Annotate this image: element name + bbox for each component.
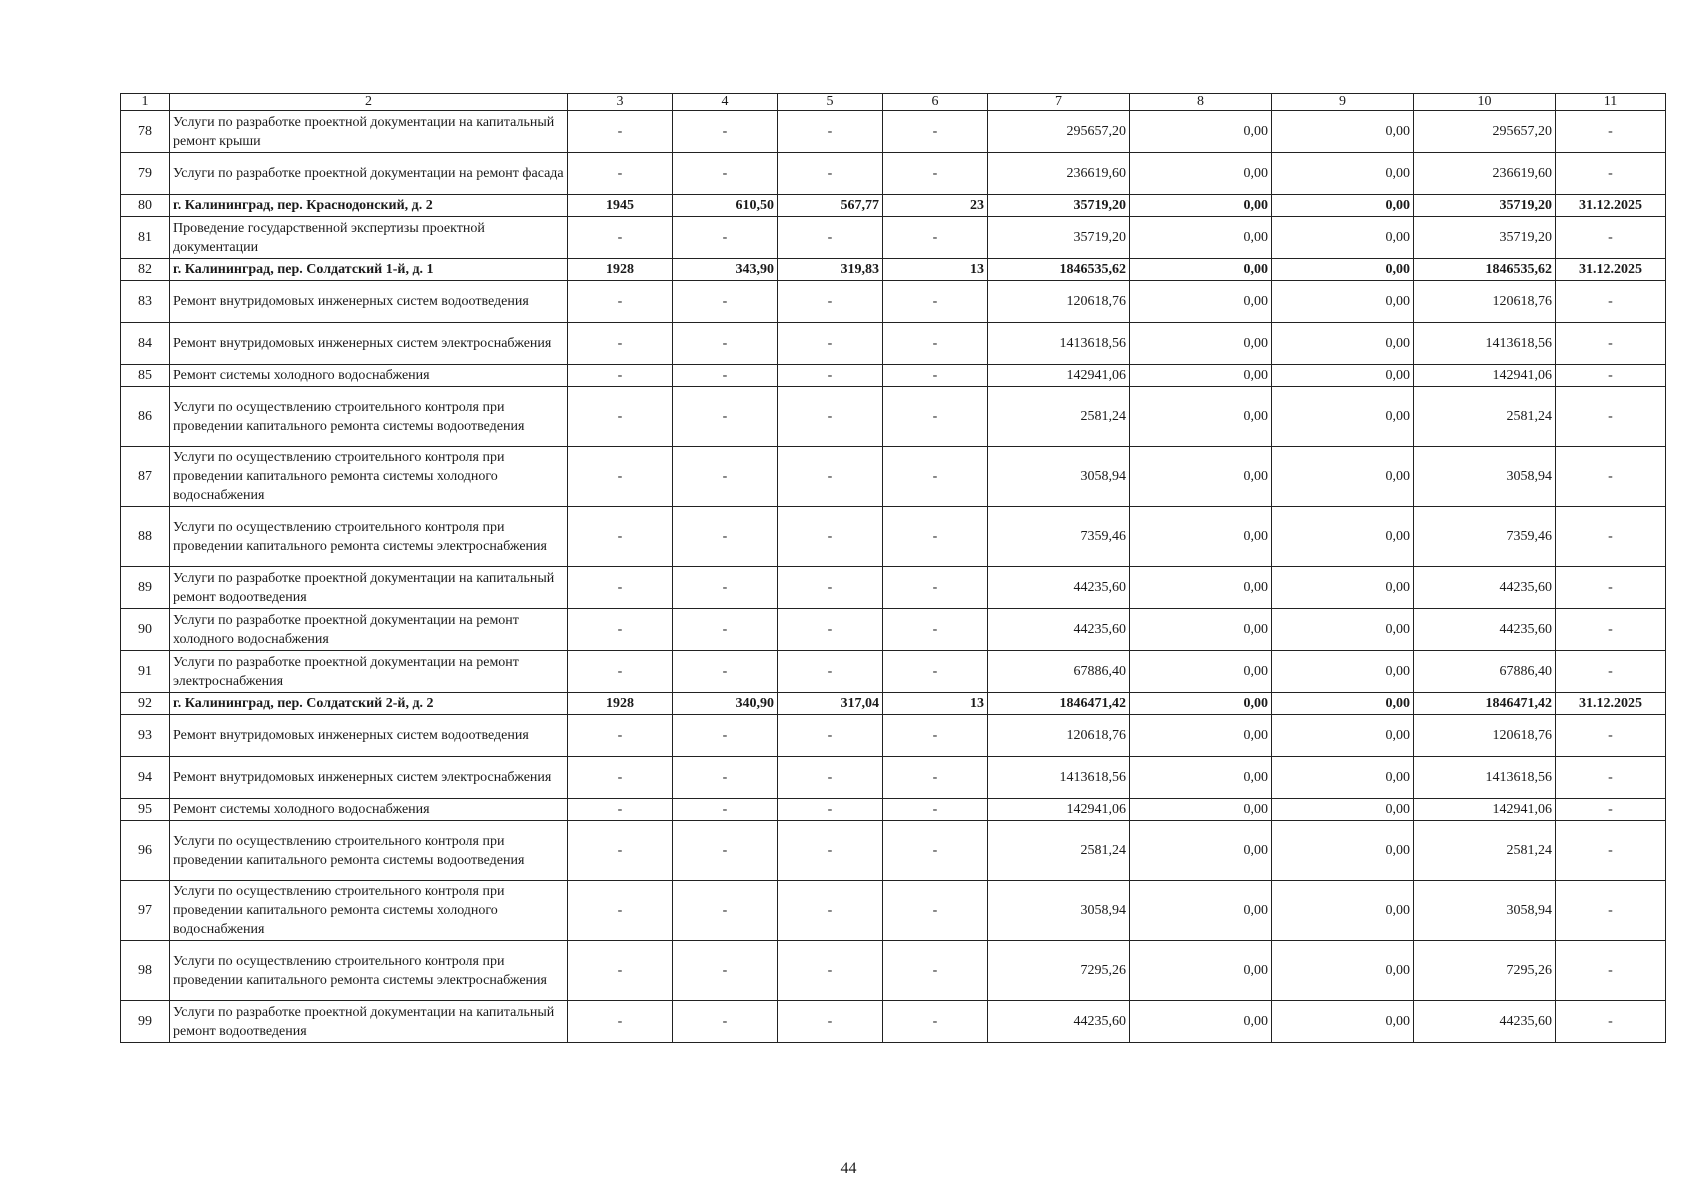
- work-description-cell: г. Калининград, пер. Краснодонский, д. 2: [170, 195, 568, 217]
- year-built-cell: -: [568, 757, 673, 799]
- row-number-cell: 99: [121, 1001, 170, 1043]
- total-area-cell: -: [673, 757, 778, 799]
- year-built-cell: -: [568, 365, 673, 387]
- completion-date-cell: -: [1556, 507, 1666, 567]
- row-number-cell: 91: [121, 651, 170, 693]
- total-cost-cell: 44235,60: [988, 1001, 1130, 1043]
- completion-date-cell: -: [1556, 715, 1666, 757]
- owner-funds-cell: 44235,60: [1414, 609, 1556, 651]
- total-area-cell: -: [673, 821, 778, 881]
- address-row: [121, 693, 1666, 715]
- regional-funds-cell: 0,00: [1272, 195, 1414, 217]
- residential-area-cell: -: [778, 651, 883, 693]
- address-row: [121, 195, 1666, 217]
- column-number: 10: [1414, 94, 1556, 111]
- regional-funds-cell: 0,00: [1272, 799, 1414, 821]
- row-number-cell: 90: [121, 609, 170, 651]
- residential-area-cell: -: [778, 881, 883, 941]
- work-item-row: [121, 821, 1666, 881]
- row-number-cell: 85: [121, 365, 170, 387]
- residential-area-cell: -: [778, 281, 883, 323]
- residential-area-cell: -: [778, 153, 883, 195]
- regional-funds-cell: 0,00: [1272, 217, 1414, 259]
- total-area-cell: -: [673, 111, 778, 153]
- column-number: 8: [1130, 94, 1272, 111]
- total-cost-cell: 2581,24: [988, 387, 1130, 447]
- regional-funds-cell: 0,00: [1272, 567, 1414, 609]
- total-area-cell: -: [673, 281, 778, 323]
- year-built-cell: -: [568, 799, 673, 821]
- work-item-row: [121, 447, 1666, 507]
- federal-funds-cell: 0,00: [1130, 323, 1272, 365]
- regional-funds-cell: 0,00: [1272, 1001, 1414, 1043]
- work-item-row: [121, 1001, 1666, 1043]
- work-item-row: [121, 217, 1666, 259]
- work-description-cell: Ремонт внутридомовых инженерных систем электроснабжения: [170, 757, 568, 799]
- total-cost-cell: 44235,60: [988, 567, 1130, 609]
- completion-date-cell: 31.12.2025: [1556, 693, 1666, 715]
- regional-funds-cell: 0,00: [1272, 507, 1414, 567]
- work-item-row: [121, 941, 1666, 1001]
- residents-count-cell: 23: [883, 195, 988, 217]
- regional-funds-cell: 0,00: [1272, 153, 1414, 195]
- completion-date-cell: -: [1556, 447, 1666, 507]
- work-description-cell: Ремонт системы холодного водоснабжения: [170, 365, 568, 387]
- total-area-cell: -: [673, 217, 778, 259]
- residents-count-cell: -: [883, 609, 988, 651]
- year-built-cell: -: [568, 567, 673, 609]
- table-body: [121, 94, 1666, 1043]
- row-number-cell: 88: [121, 507, 170, 567]
- year-built-cell: -: [568, 941, 673, 1001]
- work-description-cell: Услуги по разработке проектной документации на ремонт фасада: [170, 153, 568, 195]
- residential-area-cell: -: [778, 507, 883, 567]
- completion-date-cell: -: [1556, 821, 1666, 881]
- page-number: 44: [840, 1160, 857, 1177]
- work-description-cell: Ремонт системы холодного водоснабжения: [170, 799, 568, 821]
- completion-date-cell: -: [1556, 941, 1666, 1001]
- residents-count-cell: -: [883, 281, 988, 323]
- regional-funds-cell: 0,00: [1272, 323, 1414, 365]
- federal-funds-cell: 0,00: [1130, 281, 1272, 323]
- year-built-cell: -: [568, 447, 673, 507]
- owner-funds-cell: 1413618,56: [1414, 323, 1556, 365]
- row-number-cell: 93: [121, 715, 170, 757]
- year-built-cell: -: [568, 507, 673, 567]
- work-item-row: [121, 507, 1666, 567]
- total-cost-cell: 120618,76: [988, 281, 1130, 323]
- residents-count-cell: -: [883, 715, 988, 757]
- total-area-cell: -: [673, 387, 778, 447]
- year-built-cell: -: [568, 715, 673, 757]
- residential-area-cell: 317,04: [778, 693, 883, 715]
- residential-area-cell: -: [778, 567, 883, 609]
- work-item-row: [121, 387, 1666, 447]
- total-cost-cell: 3058,94: [988, 881, 1130, 941]
- work-item-row: [121, 715, 1666, 757]
- federal-funds-cell: 0,00: [1130, 757, 1272, 799]
- federal-funds-cell: 0,00: [1130, 111, 1272, 153]
- residents-count-cell: -: [883, 323, 988, 365]
- work-item-row: [121, 365, 1666, 387]
- federal-funds-cell: 0,00: [1130, 259, 1272, 281]
- regional-funds-cell: 0,00: [1272, 693, 1414, 715]
- residents-count-cell: -: [883, 153, 988, 195]
- completion-date-cell: -: [1556, 609, 1666, 651]
- owner-funds-cell: 7359,46: [1414, 507, 1556, 567]
- residents-count-cell: -: [883, 651, 988, 693]
- work-description-cell: Услуги по разработке проектной документации на ремонт электроснабжения: [170, 651, 568, 693]
- total-area-cell: -: [673, 447, 778, 507]
- completion-date-cell: -: [1556, 281, 1666, 323]
- row-number-cell: 79: [121, 153, 170, 195]
- total-cost-cell: 1413618,56: [988, 323, 1130, 365]
- residential-area-cell: -: [778, 715, 883, 757]
- work-description-cell: Услуги по разработке проектной документации на капитальный ремонт водоотведения: [170, 567, 568, 609]
- work-description-cell: г. Калининград, пер. Солдатский 2-й, д. 2: [170, 693, 568, 715]
- completion-date-cell: -: [1556, 567, 1666, 609]
- year-built-cell: -: [568, 651, 673, 693]
- federal-funds-cell: 0,00: [1130, 567, 1272, 609]
- residents-count-cell: -: [883, 941, 988, 1001]
- owner-funds-cell: 67886,40: [1414, 651, 1556, 693]
- residents-count-cell: 13: [883, 693, 988, 715]
- owner-funds-cell: 35719,20: [1414, 217, 1556, 259]
- federal-funds-cell: 0,00: [1130, 799, 1272, 821]
- total-area-cell: -: [673, 651, 778, 693]
- year-built-cell: -: [568, 1001, 673, 1043]
- work-item-row: [121, 567, 1666, 609]
- regional-funds-cell: 0,00: [1272, 881, 1414, 941]
- residential-area-cell: -: [778, 609, 883, 651]
- column-number: 4: [673, 94, 778, 111]
- completion-date-cell: -: [1556, 651, 1666, 693]
- residents-count-cell: -: [883, 567, 988, 609]
- total-cost-cell: 120618,76: [988, 715, 1130, 757]
- work-description-cell: Проведение государственной экспертизы проектной документации: [170, 217, 568, 259]
- work-description-cell: Услуги по осуществлению строительного контроля при проведении капитального ремонта системы электроснабжения: [170, 941, 568, 1001]
- work-item-row: [121, 757, 1666, 799]
- total-cost-cell: 67886,40: [988, 651, 1130, 693]
- work-item-row: [121, 881, 1666, 941]
- work-description-cell: Услуги по осуществлению строительного контроля при проведении капитального ремонта системы водоотведения: [170, 821, 568, 881]
- work-description-cell: Услуги по разработке проектной документации на капитальный ремонт водоотведения: [170, 1001, 568, 1043]
- residential-area-cell: -: [778, 111, 883, 153]
- row-number-cell: 94: [121, 757, 170, 799]
- row-number-cell: 92: [121, 693, 170, 715]
- regional-funds-cell: 0,00: [1272, 365, 1414, 387]
- total-cost-cell: 7359,46: [988, 507, 1130, 567]
- total-cost-cell: 295657,20: [988, 111, 1130, 153]
- federal-funds-cell: 0,00: [1130, 881, 1272, 941]
- work-item-row: [121, 111, 1666, 153]
- completion-date-cell: -: [1556, 1001, 1666, 1043]
- total-cost-cell: 1846535,62: [988, 259, 1130, 281]
- total-area-cell: 343,90: [673, 259, 778, 281]
- regional-funds-cell: 0,00: [1272, 715, 1414, 757]
- total-cost-cell: 236619,60: [988, 153, 1130, 195]
- owner-funds-cell: 120618,76: [1414, 715, 1556, 757]
- owner-funds-cell: 35719,20: [1414, 195, 1556, 217]
- column-number: 6: [883, 94, 988, 111]
- total-area-cell: -: [673, 799, 778, 821]
- year-built-cell: -: [568, 217, 673, 259]
- regional-funds-cell: 0,00: [1272, 757, 1414, 799]
- work-item-row: [121, 799, 1666, 821]
- completion-date-cell: -: [1556, 387, 1666, 447]
- total-area-cell: -: [673, 715, 778, 757]
- row-number-cell: 80: [121, 195, 170, 217]
- total-area-cell: -: [673, 1001, 778, 1043]
- federal-funds-cell: 0,00: [1130, 507, 1272, 567]
- completion-date-cell: -: [1556, 365, 1666, 387]
- completion-date-cell: -: [1556, 153, 1666, 195]
- work-item-row: [121, 153, 1666, 195]
- year-built-cell: -: [568, 881, 673, 941]
- completion-date-cell: -: [1556, 881, 1666, 941]
- federal-funds-cell: 0,00: [1130, 365, 1272, 387]
- federal-funds-cell: 0,00: [1130, 941, 1272, 1001]
- total-cost-cell: 1846471,42: [988, 693, 1130, 715]
- regional-funds-cell: 0,00: [1272, 609, 1414, 651]
- owner-funds-cell: 1846535,62: [1414, 259, 1556, 281]
- federal-funds-cell: 0,00: [1130, 715, 1272, 757]
- total-cost-cell: 44235,60: [988, 609, 1130, 651]
- total-cost-cell: 1413618,56: [988, 757, 1130, 799]
- year-built-cell: -: [568, 609, 673, 651]
- row-number-cell: 84: [121, 323, 170, 365]
- work-description-cell: Услуги по осуществлению строительного контроля при проведении капитального ремонта системы водоотведения: [170, 387, 568, 447]
- work-description-cell: Услуги по разработке проектной документации на капитальный ремонт крыши: [170, 111, 568, 153]
- column-number: 3: [568, 94, 673, 111]
- year-built-cell: 1928: [568, 693, 673, 715]
- row-number-cell: 78: [121, 111, 170, 153]
- completion-date-cell: -: [1556, 323, 1666, 365]
- residential-area-cell: -: [778, 799, 883, 821]
- work-description-cell: г. Калининград, пер. Солдатский 1-й, д. 1: [170, 259, 568, 281]
- work-item-row: [121, 281, 1666, 323]
- residents-count-cell: -: [883, 799, 988, 821]
- year-built-cell: -: [568, 323, 673, 365]
- work-description-cell: Услуги по разработке проектной документации на ремонт холодного водоснабжения: [170, 609, 568, 651]
- federal-funds-cell: 0,00: [1130, 387, 1272, 447]
- row-number-cell: 87: [121, 447, 170, 507]
- total-cost-cell: 35719,20: [988, 195, 1130, 217]
- row-number-cell: 96: [121, 821, 170, 881]
- residents-count-cell: -: [883, 1001, 988, 1043]
- owner-funds-cell: 3058,94: [1414, 881, 1556, 941]
- regional-funds-cell: 0,00: [1272, 941, 1414, 1001]
- regional-funds-cell: 0,00: [1272, 387, 1414, 447]
- row-number-cell: 83: [121, 281, 170, 323]
- year-built-cell: -: [568, 281, 673, 323]
- regional-funds-cell: 0,00: [1272, 651, 1414, 693]
- column-number: 7: [988, 94, 1130, 111]
- regional-funds-cell: 0,00: [1272, 111, 1414, 153]
- owner-funds-cell: 44235,60: [1414, 567, 1556, 609]
- federal-funds-cell: 0,00: [1130, 217, 1272, 259]
- residential-area-cell: 319,83: [778, 259, 883, 281]
- residents-count-cell: -: [883, 881, 988, 941]
- residential-area-cell: -: [778, 447, 883, 507]
- total-cost-cell: 35719,20: [988, 217, 1130, 259]
- total-area-cell: -: [673, 507, 778, 567]
- work-description-cell: Ремонт внутридомовых инженерных систем водоотведения: [170, 715, 568, 757]
- owner-funds-cell: 7295,26: [1414, 941, 1556, 1001]
- column-number-row: [121, 94, 1666, 111]
- column-number: 9: [1272, 94, 1414, 111]
- work-item-row: [121, 651, 1666, 693]
- row-number-cell: 95: [121, 799, 170, 821]
- column-number: 5: [778, 94, 883, 111]
- federal-funds-cell: 0,00: [1130, 609, 1272, 651]
- year-built-cell: -: [568, 387, 673, 447]
- residents-count-cell: -: [883, 387, 988, 447]
- federal-funds-cell: 0,00: [1130, 195, 1272, 217]
- total-area-cell: 610,50: [673, 195, 778, 217]
- regional-funds-cell: 0,00: [1272, 821, 1414, 881]
- total-area-cell: -: [673, 881, 778, 941]
- regional-funds-cell: 0,00: [1272, 259, 1414, 281]
- total-area-cell: 340,90: [673, 693, 778, 715]
- residential-area-cell: -: [778, 323, 883, 365]
- residents-count-cell: -: [883, 217, 988, 259]
- column-number: 11: [1556, 94, 1666, 111]
- completion-date-cell: -: [1556, 799, 1666, 821]
- residents-count-cell: -: [883, 507, 988, 567]
- work-item-row: [121, 609, 1666, 651]
- work-description-cell: Услуги по осуществлению строительного контроля при проведении капитального ремонта системы холодного водоснабжения: [170, 447, 568, 507]
- federal-funds-cell: 0,00: [1130, 447, 1272, 507]
- owner-funds-cell: 142941,06: [1414, 799, 1556, 821]
- total-cost-cell: 142941,06: [988, 799, 1130, 821]
- completion-date-cell: -: [1556, 757, 1666, 799]
- total-area-cell: -: [673, 365, 778, 387]
- residential-area-cell: -: [778, 1001, 883, 1043]
- completion-date-cell: -: [1556, 111, 1666, 153]
- owner-funds-cell: 295657,20: [1414, 111, 1556, 153]
- completion-date-cell: 31.12.2025: [1556, 259, 1666, 281]
- work-description-cell: Услуги по осуществлению строительного контроля при проведении капитального ремонта системы холодного водоснабжения: [170, 881, 568, 941]
- residential-area-cell: -: [778, 217, 883, 259]
- federal-funds-cell: 0,00: [1130, 651, 1272, 693]
- owner-funds-cell: 2581,24: [1414, 821, 1556, 881]
- completion-date-cell: 31.12.2025: [1556, 195, 1666, 217]
- total-cost-cell: 3058,94: [988, 447, 1130, 507]
- owner-funds-cell: 142941,06: [1414, 365, 1556, 387]
- owner-funds-cell: 3058,94: [1414, 447, 1556, 507]
- row-number-cell: 81: [121, 217, 170, 259]
- completion-date-cell: -: [1556, 217, 1666, 259]
- federal-funds-cell: 0,00: [1130, 1001, 1272, 1043]
- total-area-cell: -: [673, 941, 778, 1001]
- owner-funds-cell: 44235,60: [1414, 1001, 1556, 1043]
- total-area-cell: -: [673, 153, 778, 195]
- residential-area-cell: 567,77: [778, 195, 883, 217]
- repair-schedule-table: [120, 93, 1666, 1043]
- residents-count-cell: 13: [883, 259, 988, 281]
- year-built-cell: 1928: [568, 259, 673, 281]
- total-cost-cell: 2581,24: [988, 821, 1130, 881]
- regional-funds-cell: 0,00: [1272, 447, 1414, 507]
- residential-area-cell: -: [778, 365, 883, 387]
- residential-area-cell: -: [778, 941, 883, 1001]
- year-built-cell: 1945: [568, 195, 673, 217]
- work-item-row: [121, 323, 1666, 365]
- owner-funds-cell: 2581,24: [1414, 387, 1556, 447]
- row-number-cell: 97: [121, 881, 170, 941]
- row-number-cell: 89: [121, 567, 170, 609]
- row-number-cell: 98: [121, 941, 170, 1001]
- address-row: [121, 259, 1666, 281]
- federal-funds-cell: 0,00: [1130, 693, 1272, 715]
- federal-funds-cell: 0,00: [1130, 821, 1272, 881]
- residents-count-cell: -: [883, 757, 988, 799]
- row-number-cell: 86: [121, 387, 170, 447]
- work-description-cell: Ремонт внутридомовых инженерных систем электроснабжения: [170, 323, 568, 365]
- column-number: 2: [170, 94, 568, 111]
- work-description-cell: Ремонт внутридомовых инженерных систем водоотведения: [170, 281, 568, 323]
- total-cost-cell: 7295,26: [988, 941, 1130, 1001]
- year-built-cell: -: [568, 153, 673, 195]
- residents-count-cell: -: [883, 111, 988, 153]
- total-area-cell: -: [673, 323, 778, 365]
- work-description-cell: Услуги по осуществлению строительного контроля при проведении капитального ремонта системы электроснабжения: [170, 507, 568, 567]
- column-number: 1: [121, 94, 170, 111]
- total-area-cell: -: [673, 567, 778, 609]
- owner-funds-cell: 1413618,56: [1414, 757, 1556, 799]
- total-area-cell: -: [673, 609, 778, 651]
- owner-funds-cell: 1846471,42: [1414, 693, 1556, 715]
- residents-count-cell: -: [883, 821, 988, 881]
- row-number-cell: 82: [121, 259, 170, 281]
- owner-funds-cell: 120618,76: [1414, 281, 1556, 323]
- owner-funds-cell: 236619,60: [1414, 153, 1556, 195]
- residential-area-cell: -: [778, 387, 883, 447]
- federal-funds-cell: 0,00: [1130, 153, 1272, 195]
- regional-funds-cell: 0,00: [1272, 281, 1414, 323]
- residents-count-cell: -: [883, 365, 988, 387]
- year-built-cell: -: [568, 111, 673, 153]
- residents-count-cell: -: [883, 447, 988, 507]
- residential-area-cell: -: [778, 821, 883, 881]
- residential-area-cell: -: [778, 757, 883, 799]
- year-built-cell: -: [568, 821, 673, 881]
- total-cost-cell: 142941,06: [988, 365, 1130, 387]
